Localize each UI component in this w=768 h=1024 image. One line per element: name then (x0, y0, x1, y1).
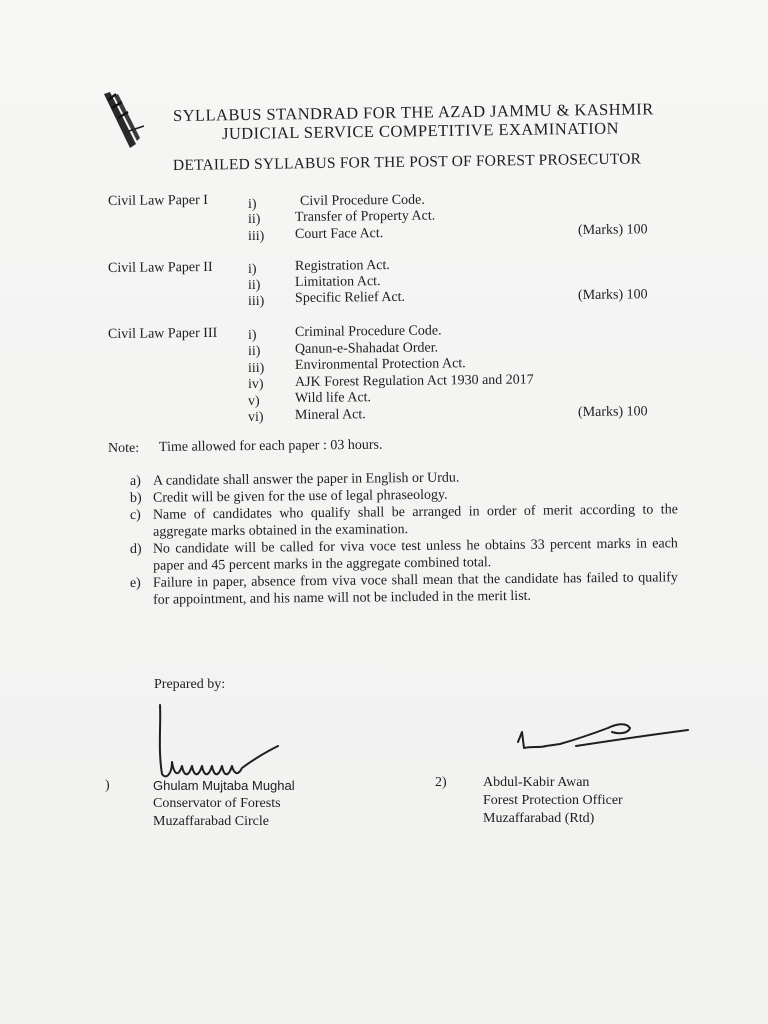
subject-number: vi) (248, 410, 264, 425)
subject-text: Transfer of Property Act. (294, 208, 436, 225)
document-subtitle: JUDICIAL SERVICE COMPETITIVE EXAMINATION (221, 118, 620, 143)
paper-marks: (Marks) 100 (577, 222, 648, 238)
subject-number: iii) (248, 361, 265, 376)
paper-marks: (Marks) 100 (577, 404, 648, 420)
signatory-location: Muzaffarabad (Rtd) (483, 811, 595, 826)
signatory-name: Ghulam Mujtaba Mughal (153, 778, 295, 793)
signatory-number: 2) (435, 775, 447, 790)
subject-number: ii) (248, 344, 261, 359)
subject-number: i) (248, 262, 257, 277)
signature-2 (512, 716, 692, 756)
note-item-letter: b) (129, 490, 142, 506)
signatory-number: ) (105, 778, 110, 793)
note-item (130, 501, 678, 541)
subject-text: Mineral Act. (294, 407, 366, 423)
signatory-location: Muzaffarabad Circle (153, 814, 269, 829)
subject-number: ii) (248, 278, 261, 293)
note-item-text: Name of candidates who qualify shall be arranged in order of merit according to the aggregate marks obtained in the examination. (152, 502, 678, 540)
document-title: SYLLABUS STANDRAD FOR THE AZAD JAMMU & KASHMIR (172, 99, 654, 125)
signatory-name: Abdul-Kabir Awan (483, 775, 590, 790)
signatory-title: Forest Protection Officer (483, 793, 623, 808)
subject-text: Qanun-e-Shahadat Order. (294, 340, 439, 357)
paper-name: Civil Law Paper III (107, 325, 218, 342)
subject-text: Registration Act. (294, 258, 390, 274)
paper-name: Civil Law Paper II (107, 259, 213, 276)
syllabus-heading: DETAILED SYLLABUS FOR THE POST OF FOREST PROSECUTOR (172, 150, 642, 174)
staple-mark (96, 88, 152, 152)
subject-text: Specific Relief Act. (294, 289, 406, 306)
signatory-2 (483, 774, 623, 828)
paper-marks: (Marks) 100 (577, 287, 648, 303)
subject-text: Wild life Act. (294, 390, 372, 406)
note-item-text: Credit will be given for the use of legal phraseology. (152, 487, 448, 506)
subject-text: AJK Forest Regulation Act 1930 and 2017 (294, 372, 534, 390)
subject-text: Limitation Act. (294, 274, 381, 290)
note-item (130, 535, 678, 575)
subject-number: i) (248, 197, 257, 212)
note-label: Note: (108, 441, 140, 456)
note-item (130, 569, 678, 609)
note-item-letter: c) (129, 507, 141, 524)
signatory-title: Conservator of Forests (153, 796, 281, 811)
prepared-by-label: Prepared by: (154, 677, 226, 692)
subject-text: Court Face Act. (294, 226, 384, 242)
signatory-1 (153, 777, 295, 831)
subject-number: iv) (248, 377, 264, 392)
subject-number: iii) (248, 229, 265, 244)
note-item-letter: e) (129, 575, 141, 592)
note-item-text: No candidate will be called for viva voce test unless he obtains 33 percent marks in each paper and 45 percent marks in the aggregate combined total. (152, 536, 678, 574)
note-text: Time allowed for each paper : 03 hours. (158, 437, 383, 455)
subject-text: Environmental Protection Act. (294, 356, 466, 373)
subject-text: Criminal Procedure Code. (294, 323, 442, 340)
subject-number: v) (248, 394, 260, 409)
subject-number: ii) (248, 212, 261, 227)
subject-text: Civil Procedure Code. (299, 192, 425, 209)
note-item-text: Failure in paper, absence from viva voce shall mean that the candidate has failed to qualify for appointment, and his name will not be included in the merit list. (152, 570, 678, 608)
note-item-letter: a) (129, 473, 141, 489)
paper-name: Civil Law Paper I (107, 192, 208, 209)
subject-number: iii) (248, 294, 265, 309)
signature-1 (150, 700, 290, 782)
subject-number: i) (248, 328, 257, 343)
note-item-text: A candidate shall answer the paper in English or Urdu. (152, 470, 460, 489)
note-item-letter: d) (129, 541, 142, 558)
